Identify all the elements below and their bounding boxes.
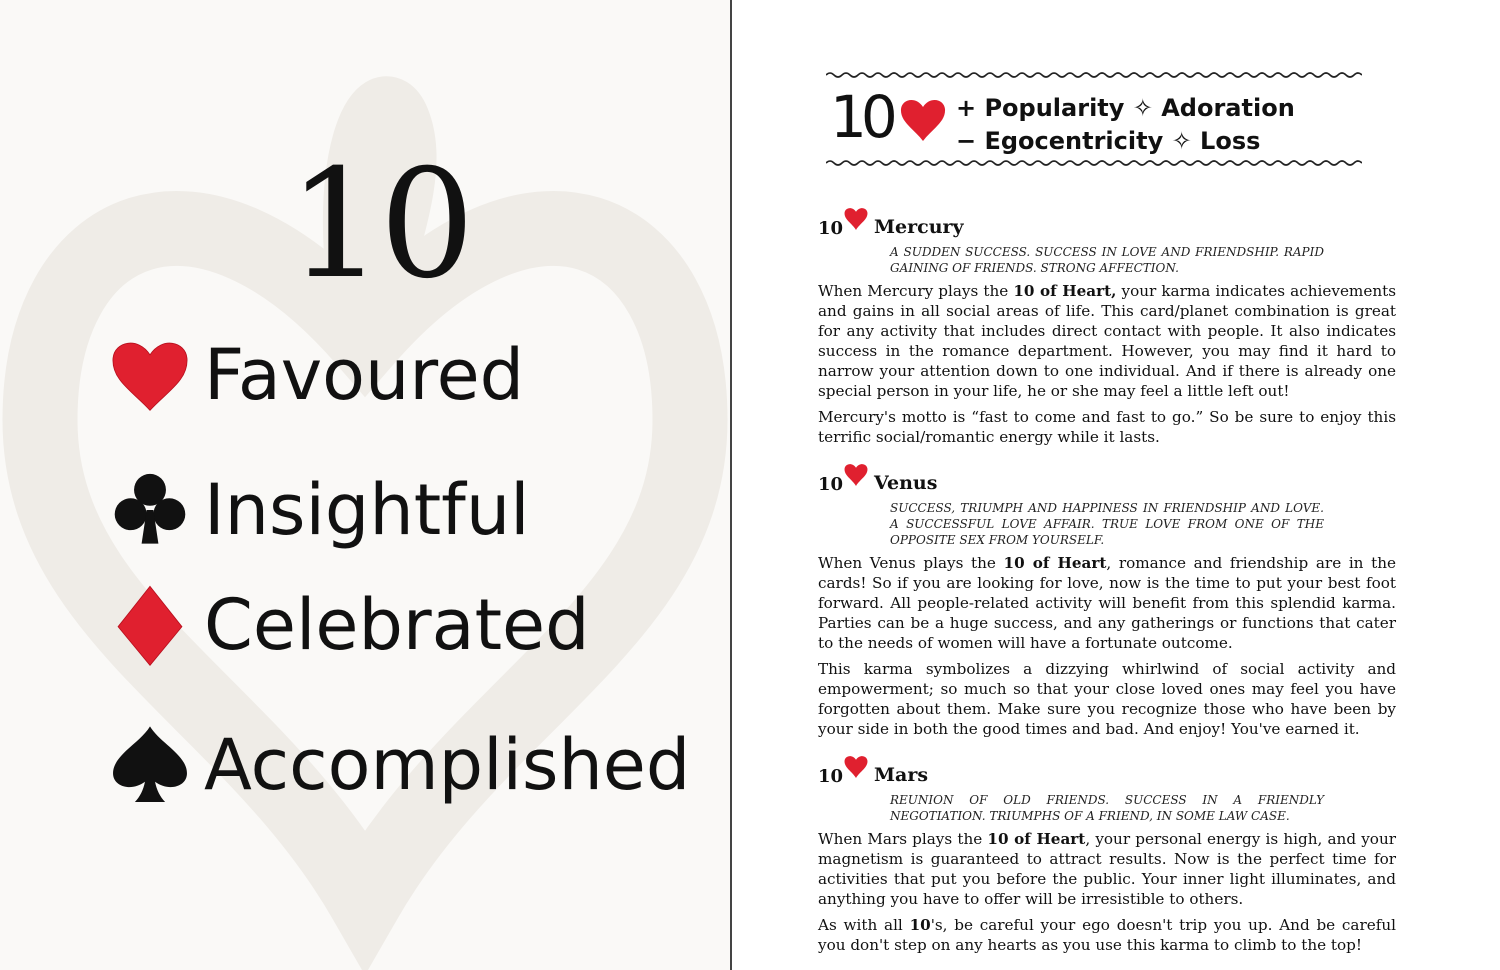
section-planet-name: Venus [874,472,938,494]
diamond-icon [108,580,192,670]
paragraph-text: , romance and friendship are in the cards! So if you are looking for love, now is the time to put your best foot forward. All people-related activity will benefit from this splendid karma. Parties can be a huge success, and any gatherings or functions that cater to the needs of women will have a fortunate outcome. [818,554,1396,652]
section-keywords: A SUDDEN SUCCESS. SUCCESS IN LOVE AND FRIENDSHIP. RAPID GAINING OF FRIENDS. STRONG AFFECTION. [890,245,1324,275]
paragraph-text: As with all [818,916,910,934]
section-card-number: 10 [818,766,844,787]
section-planet-name: Mercury [874,216,964,238]
card-header-box [826,70,1362,170]
paragraph-text: 's, be careful your ego doesn't trip you up. And be careful you don't step on any hearts as you use this karma to climb to the top! [818,916,1396,954]
section-paragraph-2: This karma symbolizes a dizzying whirlwind of social activity and empowerment; so much so that your close loved ones may feel you have forgotten about them. Make sure you recognize those who have been by your side in both the good times and bad. And enjoy! You've earned it. [818,660,1396,738]
section-keywords: SUCCESS, TRIUMPH AND HAPPINESS IN FRIENDSHIP AND LOVE. A SUCCESSFUL LOVE AFFAIR. TRUE LOVE FROM ONE OF THE OPPOSITE SEX FROM YOURSELF. [890,501,1324,547]
suit-word-celebrated: Celebrated [204,584,590,666]
section-title [818,752,1396,788]
section-planet-name: Mars [874,764,929,786]
header-card-number: 10 [830,83,892,151]
paragraph-text: When Mars plays the [818,830,988,848]
heart-icon [108,330,192,420]
header-heart-icon [898,92,948,146]
spade-icon [108,720,192,810]
section-title [818,460,1396,496]
card-number: 10 [288,138,471,312]
section-title [818,204,1396,240]
wavy-divider-bottom [826,158,1362,168]
section-keywords: REUNION OF OLD FRIENDS. SUCCESS IN A FRIENDLY NEGOTIATION. TRIUMPHS OF A FRIEND, IN SOME LAW CASE. [890,793,1324,823]
favoured-row [108,320,524,430]
heart-icon [843,460,869,488]
section-paragraph-2 [818,915,1396,955]
heart-icon [843,752,869,780]
paragraph-text: , your personal energy is high, and your magnetism is guaranteed to attract results. Now is the perfect time for activities that put you before the public. Your inner light illuminates, and anything you have to offer will be irresistible to others. [818,830,1396,908]
paragraph-bold-text: 10 of Heart, [1013,282,1117,300]
suit-word-accomplished: Accomplished [204,724,691,806]
suit-word-favoured: Favoured [204,334,525,416]
paragraph-text: When Venus plays the [818,554,1004,572]
celebrated-row [108,570,590,680]
accomplished-row [108,710,690,820]
wavy-divider-top [826,70,1362,80]
section-mars [818,752,1396,955]
section-card-number: 10 [818,474,844,495]
header-negative-traits: − Egocentricity ✧ Loss [956,127,1261,155]
paragraph-text: your karma indicates achievements and gains in all social areas of life. This card/planet combination is great for any activity that includes direct contact with people. It also indicates success in the romance department. However, you may find it hard to narrow your attention down to one individual. And if there is already one special person in your life, he or she may feel a little left out! [818,282,1396,400]
suit-word-insightful: Insightful [204,469,530,551]
section-mercury [818,204,1396,447]
section-paragraph-1 [818,553,1396,653]
paragraph-text: When Mercury plays the [818,282,1014,300]
insightful-row [108,455,530,565]
paragraph-bold-text: 10 of Heart [987,830,1086,848]
section-card-number: 10 [818,218,844,239]
heart-icon [843,204,869,232]
section-paragraph-1 [818,281,1396,401]
section-venus [818,460,1396,739]
right-page [732,0,1500,970]
section-paragraph-2: Mercury's motto is “fast to come and fast to go.” So be sure to enjoy this terrific social/romantic energy while it lasts. [818,408,1396,446]
paragraph-bold-text: 10 [909,916,931,934]
section-paragraph-1 [818,829,1396,909]
paragraph-bold-text: 10 of Heart [1003,554,1107,572]
club-icon [108,465,192,555]
left-page [0,0,730,970]
header-positive-traits: + Popularity ✧ Adoration [956,94,1295,122]
